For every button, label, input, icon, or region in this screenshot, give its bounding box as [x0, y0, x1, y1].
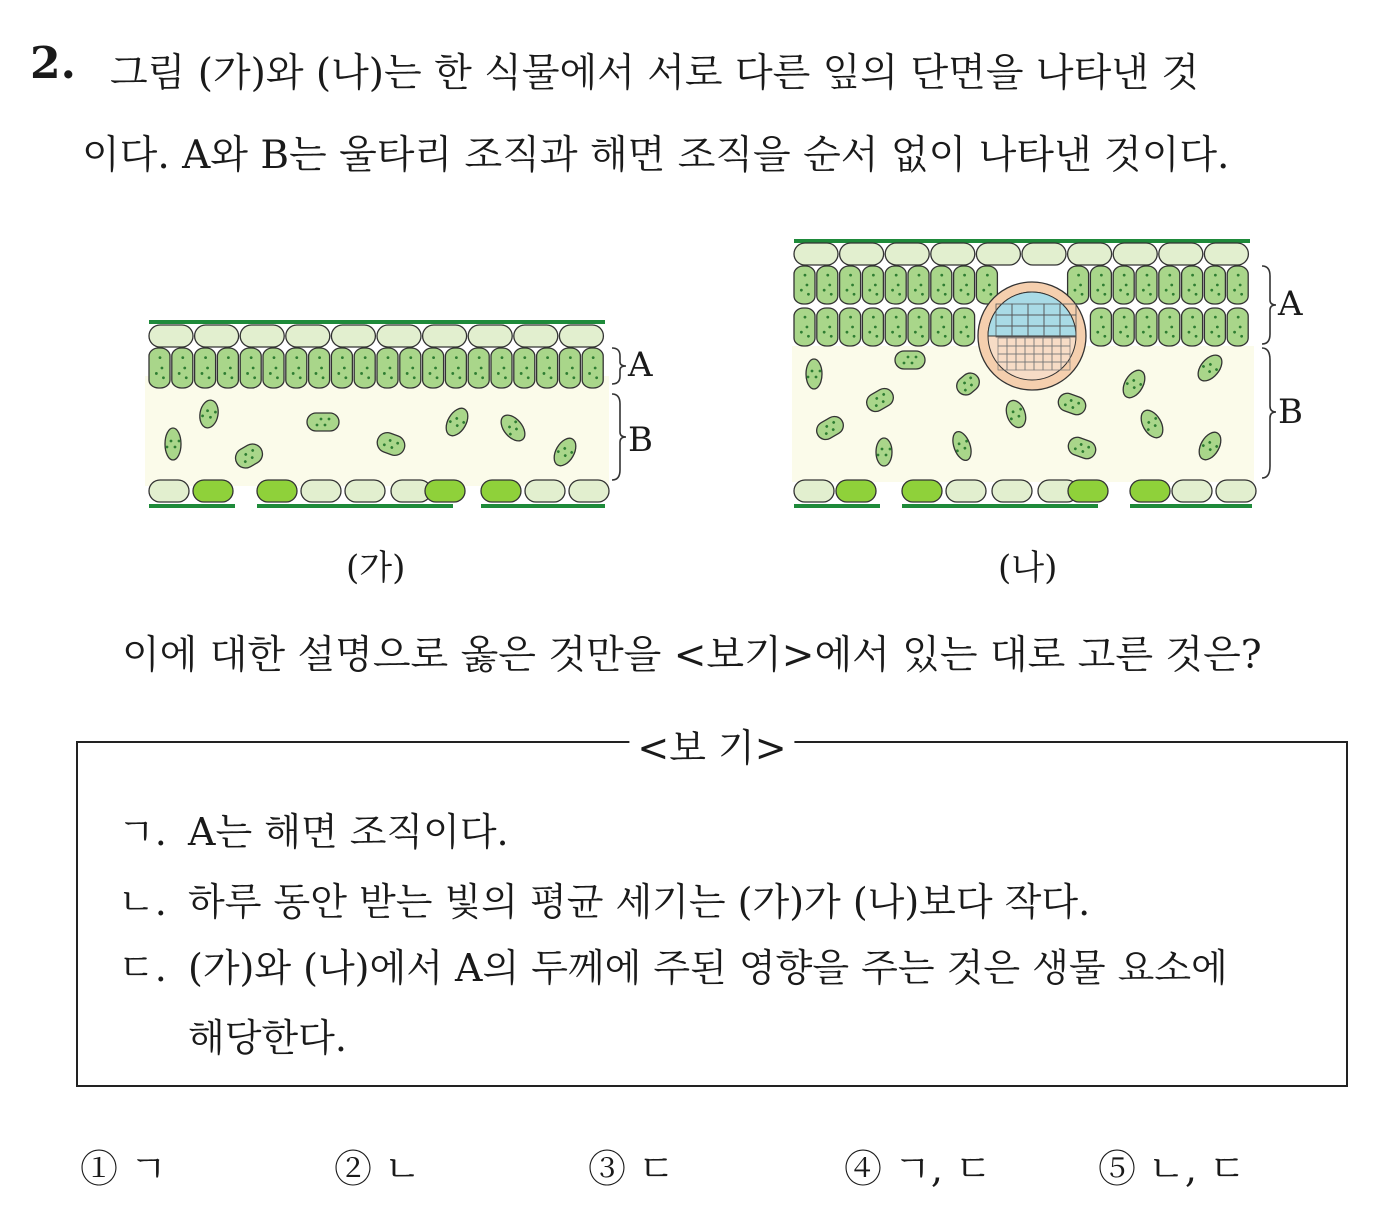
leaf-label-a-ga: A — [628, 345, 653, 385]
choice-3[interactable] — [588, 1138, 675, 1193]
palisade-cell — [817, 308, 838, 346]
palisade-cell — [840, 308, 861, 346]
palisade-cell — [931, 308, 952, 346]
palisade-cell — [1136, 308, 1157, 346]
epidermis-cell — [1022, 243, 1066, 265]
bogi-text: A는 해면 조직이다. — [188, 810, 509, 854]
epidermis-cell — [1113, 243, 1157, 265]
brace-b-na — [1258, 346, 1278, 480]
guard-cell — [425, 480, 465, 502]
guard-cell — [836, 480, 876, 502]
epidermis-cell — [149, 325, 193, 347]
question-number: 2. — [30, 38, 76, 89]
palisade-cell — [885, 266, 906, 304]
spongy-cell — [876, 438, 892, 466]
palisade-cell — [582, 348, 603, 388]
epidermis-cell — [1204, 243, 1248, 265]
choice-mark: ⑤ — [1098, 1147, 1137, 1191]
epidermis-cell — [976, 243, 1020, 265]
bogi-text: (가)와 (나)에서 A의 두께에 주된 영향을 주는 것은 생물 요소에 — [188, 946, 1228, 990]
epidermis-cell — [423, 325, 467, 347]
bogi-text: 하루 동안 받는 빛의 평균 세기는 (가)가 (나)보다 작다. — [188, 880, 1091, 924]
epidermis-cell — [195, 325, 239, 347]
answer-choices — [80, 1138, 1380, 1191]
palisade-cell — [840, 266, 861, 304]
palisade-cell — [794, 308, 815, 346]
palisade-cell — [423, 348, 444, 388]
upper-cuticle-ga — [149, 320, 605, 324]
epidermis-cell — [794, 480, 834, 502]
epidermis-cell — [525, 480, 565, 502]
palisade-cell — [1204, 308, 1225, 346]
epidermis-cell — [885, 243, 929, 265]
palisade-cell — [1113, 266, 1134, 304]
palisade-cell — [400, 348, 421, 388]
palisade-cell — [491, 348, 512, 388]
leaf-section-na — [792, 238, 1262, 510]
palisade-cell — [1227, 266, 1248, 304]
choice-1[interactable] — [80, 1138, 167, 1193]
palisade-cell — [1113, 308, 1134, 346]
palisade-cell — [931, 266, 952, 304]
palisade-cell — [1090, 308, 1111, 346]
palisade-cell — [172, 348, 193, 388]
bogi-item-1 — [118, 801, 509, 856]
palisade-cell — [954, 266, 975, 304]
palisade-cell — [1204, 266, 1225, 304]
epidermis-cell — [1159, 243, 1203, 265]
lower-cuticle — [257, 504, 453, 508]
palisade-cell — [862, 266, 883, 304]
palisade-cell — [354, 348, 375, 388]
epidermis-cell — [946, 480, 986, 502]
palisade-cell — [1182, 308, 1203, 346]
epidermis-cell — [1068, 243, 1112, 265]
spongy-cell — [307, 413, 339, 431]
epidermis-cell — [377, 325, 421, 347]
brace-a-na — [1258, 264, 1278, 346]
bogi-item-2 — [118, 871, 1090, 926]
leaf-label-b-ga: B — [628, 420, 653, 460]
brace-a-ga — [608, 346, 628, 386]
bogi-text: 해당한다. — [188, 1016, 347, 1060]
palisade-cell — [1090, 266, 1111, 304]
palisade-cell — [885, 308, 906, 346]
palisade-cell — [1227, 308, 1248, 346]
epidermis-cell — [149, 480, 189, 502]
palisade-cell — [263, 348, 284, 388]
epidermis-cell — [240, 325, 284, 347]
lower-cuticle — [481, 504, 605, 508]
epidermis-cell — [931, 243, 975, 265]
epidermis-cell — [286, 325, 330, 347]
spongy-cell — [806, 359, 822, 389]
bogi-key: ㄱ. — [118, 810, 167, 854]
caption-na: (나) — [998, 548, 1058, 588]
epidermis-cell — [345, 480, 385, 502]
bogi-title: <보 기> — [629, 717, 794, 772]
choice-2[interactable] — [334, 1138, 421, 1193]
bogi-key: ㄷ. — [118, 946, 167, 990]
palisade-cell — [377, 348, 398, 388]
palisade-cell — [559, 348, 580, 388]
question-prompt: 이에 대한 설명으로 옳은 것만을 <보기>에서 있는 대로 고른 것은? — [122, 633, 1262, 678]
choice-5[interactable] — [1098, 1138, 1246, 1193]
palisade-cell — [514, 348, 535, 388]
guard-cell — [1130, 480, 1170, 502]
choice-text: ㄱ — [130, 1147, 167, 1191]
choice-mark: ④ — [844, 1147, 883, 1191]
choice-mark: ③ — [588, 1147, 627, 1191]
lower-cuticle — [1130, 504, 1252, 508]
bogi-key: ㄴ. — [118, 880, 167, 924]
epidermis-cell — [559, 325, 603, 347]
palisade-cell — [537, 348, 558, 388]
guard-cell — [257, 480, 297, 502]
leaf-label-b-na: B — [1278, 392, 1303, 432]
palisade-cell — [217, 348, 238, 388]
epidermis-cell — [468, 325, 512, 347]
palisade-cell — [794, 266, 815, 304]
spongy-cell — [165, 428, 181, 460]
epidermis-cell — [992, 480, 1032, 502]
palisade-cell — [309, 348, 330, 388]
epidermis-cell — [794, 243, 838, 265]
guard-cell — [481, 480, 521, 502]
palisade-cell — [908, 266, 929, 304]
choice-mark: ① — [80, 1147, 119, 1191]
palisade-cell — [862, 308, 883, 346]
bogi-item-3-cont — [118, 1007, 347, 1062]
guard-cell — [1068, 480, 1108, 502]
leaf-section-ga — [145, 316, 665, 512]
palisade-cell — [468, 348, 489, 388]
epidermis-cell — [301, 480, 341, 502]
guard-cell — [902, 480, 942, 502]
palisade-cell — [149, 348, 170, 388]
epidermis-cell — [1172, 480, 1212, 502]
guard-cell — [193, 480, 233, 502]
choice-text: ㄱ, ㄷ — [894, 1147, 992, 1191]
palisade-cell — [954, 308, 975, 346]
leaf-label-a-na: A — [1278, 284, 1303, 324]
choice-text: ㄴ, ㄷ — [1148, 1147, 1246, 1191]
bogi-item-3 — [118, 937, 1228, 992]
bogi-box — [76, 726, 1348, 1087]
lower-cuticle — [902, 504, 1098, 508]
lower-cuticle — [794, 504, 880, 508]
caption-ga: (가) — [346, 548, 406, 588]
brace-b-ga — [608, 392, 628, 482]
epidermis-cell — [1216, 480, 1256, 502]
palisade-cell — [908, 308, 929, 346]
palisade-cell — [331, 348, 352, 388]
choice-4[interactable] — [844, 1138, 992, 1193]
choice-text: ㄷ — [638, 1147, 675, 1191]
question-text-line2: 이다. A와 B는 울타리 조직과 해면 조직을 순서 없이 나타낸 것이다. — [82, 133, 1230, 178]
palisade-cell — [286, 348, 307, 388]
choice-text: ㄴ — [384, 1147, 421, 1191]
palisade-cell — [240, 348, 261, 388]
palisade-cell — [195, 348, 216, 388]
choice-mark: ② — [334, 1147, 373, 1191]
epidermis-cell — [569, 480, 609, 502]
palisade-cell — [1159, 308, 1180, 346]
spongy-tissue-ga — [145, 376, 609, 486]
palisade-cell — [1159, 266, 1180, 304]
epidermis-cell — [514, 325, 558, 347]
palisade-cell — [445, 348, 466, 388]
lower-cuticle — [149, 504, 235, 508]
epidermis-cell — [331, 325, 375, 347]
palisade-cell — [1136, 266, 1157, 304]
question-text-line1: 그림 (가)와 (나)는 한 식물에서 서로 다른 잎의 단면을 나타낸 것 — [110, 51, 1200, 96]
palisade-cell — [1182, 266, 1203, 304]
palisade-cell — [817, 266, 838, 304]
epidermis-cell — [840, 243, 884, 265]
spongy-cell — [895, 351, 925, 369]
